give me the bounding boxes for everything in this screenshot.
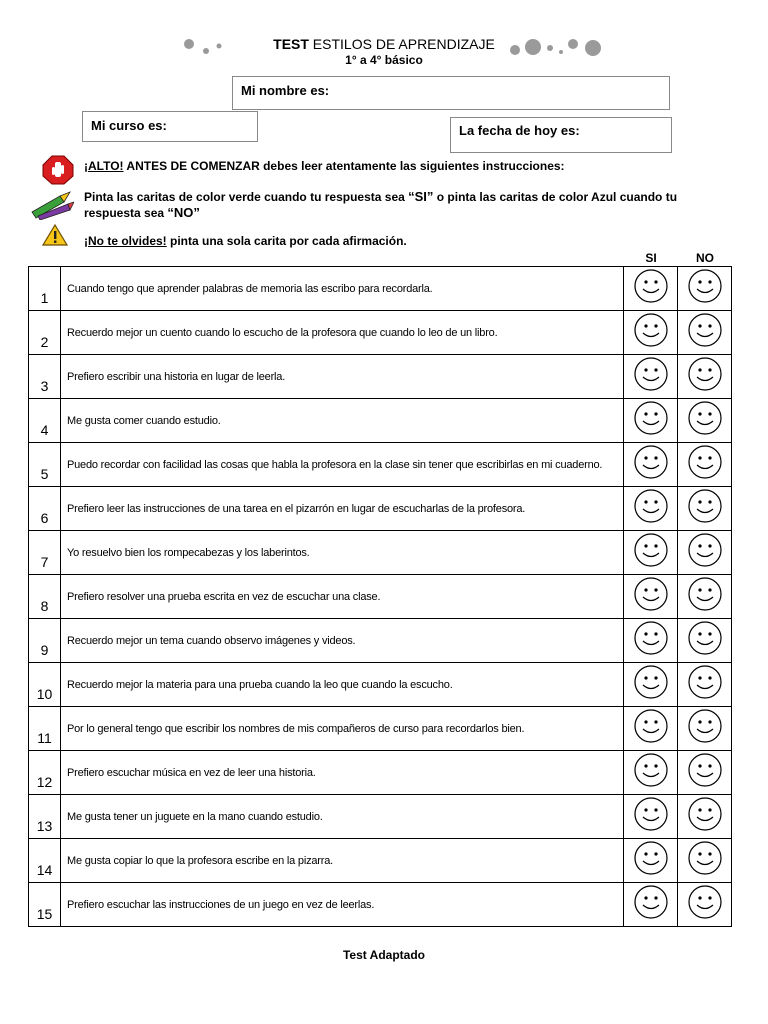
stop-instruction: ¡ALTO! ANTES DE COMENZAR debes leer atentamente las siguientes instrucciones: [84,159,565,173]
table-row [29,839,732,883]
answer-si-cell[interactable] [624,707,678,751]
answer-no-cell[interactable] [678,531,732,575]
answer-si-cell[interactable] [624,487,678,531]
question-number: 11 [29,707,61,751]
question-number: 6 [29,487,61,531]
answer-no-cell[interactable] [678,751,732,795]
footer-note: Test Adaptado [342,948,425,962]
answer-si-cell[interactable] [624,883,678,927]
question-text: Cuando tengo que aprender palabras de memoria las escribo para recordarla. [61,267,624,311]
answer-si-cell[interactable] [624,619,678,663]
smiley-face-icon[interactable] [633,796,669,832]
answer-si-cell[interactable] [624,663,678,707]
smiley-face-icon[interactable] [633,532,669,568]
question-number: 3 [29,355,61,399]
table-row [29,443,732,487]
course-field-label: Mi curso es: [91,118,167,133]
question-text: Por lo general tengo que escribir los nombres de mis compañeros de curso para recordarlos bien. [61,707,624,751]
smiley-face-icon[interactable] [633,488,669,524]
smiley-face-icon[interactable] [687,444,723,480]
smiley-face-icon[interactable] [687,840,723,876]
answer-no-cell[interactable] [678,575,732,619]
question-text: Yo resuelvo bien los rompecabezas y los laberintos. [61,531,624,575]
table-row [29,487,732,531]
table-row [29,311,732,355]
question-number: 5 [29,443,61,487]
answer-no-cell[interactable] [678,399,732,443]
table-row [29,355,732,399]
page-title: TEST ESTILOS DE APRENDIZAJE [273,36,495,52]
answer-no-cell[interactable] [678,619,732,663]
question-number: 9 [29,619,61,663]
crayons-icon [30,190,74,220]
smiley-face-icon[interactable] [687,488,723,524]
stop-sign-icon [42,155,74,185]
answer-si-cell[interactable] [624,311,678,355]
answer-si-cell[interactable] [624,795,678,839]
question-text: Prefiero escuchar música en vez de leer una historia. [61,751,624,795]
smiley-face-icon[interactable] [687,356,723,392]
question-text: Recuerdo mejor un tema cuando observo imágenes y videos. [61,619,624,663]
answer-no-cell[interactable] [678,311,732,355]
smiley-face-icon[interactable] [633,356,669,392]
smiley-face-icon[interactable] [633,752,669,788]
question-number: 13 [29,795,61,839]
question-number: 1 [29,267,61,311]
answer-no-cell[interactable] [678,487,732,531]
table-row [29,267,732,311]
name-field[interactable] [232,76,670,110]
question-text: Me gusta comer cuando estudio. [61,399,624,443]
smiley-face-icon[interactable] [633,620,669,656]
table-row [29,707,732,751]
question-text: Prefiero escribir una historia en lugar de leerla. [61,355,624,399]
answer-no-cell[interactable] [678,883,732,927]
question-number: 7 [29,531,61,575]
warning-instruction: ¡No te olvides! pinta una sola carita por cada afirmación. [84,234,407,248]
table-row [29,751,732,795]
paint-instruction: Pinta las caritas de color verde cuando tu respuesta sea “SI” o pinta las caritas de color Azul cuando tu respuesta sea “NO” [84,189,678,220]
smiley-face-icon[interactable] [687,532,723,568]
answer-no-cell[interactable] [678,707,732,751]
column-header-si: SI [645,251,657,265]
table-row [29,883,732,927]
answer-no-cell[interactable] [678,663,732,707]
smiley-face-icon[interactable] [687,268,723,304]
smiley-face-icon[interactable] [633,708,669,744]
table-row [29,399,732,443]
smiley-face-icon[interactable] [687,620,723,656]
table-row [29,619,732,663]
answer-si-cell[interactable] [624,443,678,487]
question-text: Me gusta copiar lo que la profesora escribe en la pizarra. [61,839,624,883]
question-text: Prefiero resolver una prueba escrita en vez de escuchar una clase. [61,575,624,619]
question-number: 15 [29,883,61,927]
column-header-no: NO [696,251,714,265]
question-text: Me gusta tener un juguete en la mano cuando estudio. [61,795,624,839]
question-text: Recuerdo mejor un cuento cuando lo escucho de la profesora que cuando lo leo de un libro. [61,311,624,355]
answer-si-cell[interactable] [624,267,678,311]
question-text: Puedo recordar con facilidad las cosas que habla la profesora en la clase sin tener que escribirlas en mi cuaderno. [61,443,624,487]
question-text: Prefiero leer las instrucciones de una tarea en el pizarrón en lugar de escucharlas de la profesora. [61,487,624,531]
question-number: 2 [29,311,61,355]
page-subtitle: 1° a 4° básico [345,53,423,67]
answer-no-cell[interactable] [678,443,732,487]
date-field[interactable] [450,117,672,153]
answer-si-cell[interactable] [624,575,678,619]
smiley-face-icon[interactable] [687,576,723,612]
course-field[interactable] [82,111,258,142]
smiley-face-icon[interactable] [633,840,669,876]
table-row [29,795,732,839]
answer-si-cell[interactable] [624,355,678,399]
smiley-face-icon[interactable] [633,312,669,348]
answer-si-cell[interactable] [624,751,678,795]
warning-icon [42,224,68,246]
question-text: Recuerdo mejor la materia para una prueba cuando la leo que cuando la escucho. [61,663,624,707]
question-number: 12 [29,751,61,795]
smiley-face-icon[interactable] [687,312,723,348]
question-number: 4 [29,399,61,443]
table-row [29,531,732,575]
smiley-face-icon[interactable] [687,708,723,744]
answer-no-cell[interactable] [678,355,732,399]
name-field-label: Mi nombre es: [241,83,330,98]
answer-no-cell[interactable] [678,267,732,311]
smiley-face-icon[interactable] [633,664,669,700]
smiley-face-icon[interactable] [687,400,723,436]
smiley-face-icon[interactable] [687,664,723,700]
table-row [29,575,732,619]
answer-no-cell[interactable] [678,795,732,839]
smiley-face-icon[interactable] [633,576,669,612]
question-number: 14 [29,839,61,883]
smiley-face-icon[interactable] [633,884,669,920]
smiley-face-icon[interactable] [633,400,669,436]
question-number: 8 [29,575,61,619]
questions-table [28,266,732,927]
answer-no-cell[interactable] [678,839,732,883]
smiley-face-icon[interactable] [687,796,723,832]
question-number: 10 [29,663,61,707]
date-field-label: La fecha de hoy es: [459,123,580,138]
answer-si-cell[interactable] [624,531,678,575]
smiley-face-icon[interactable] [633,444,669,480]
answer-si-cell[interactable] [624,399,678,443]
smiley-face-icon[interactable] [687,752,723,788]
answer-si-cell[interactable] [624,839,678,883]
question-text: Prefiero escuchar las instrucciones de un juego en vez de leerlas. [61,883,624,927]
table-row [29,663,732,707]
smiley-face-icon[interactable] [687,884,723,920]
smiley-face-icon[interactable] [633,268,669,304]
